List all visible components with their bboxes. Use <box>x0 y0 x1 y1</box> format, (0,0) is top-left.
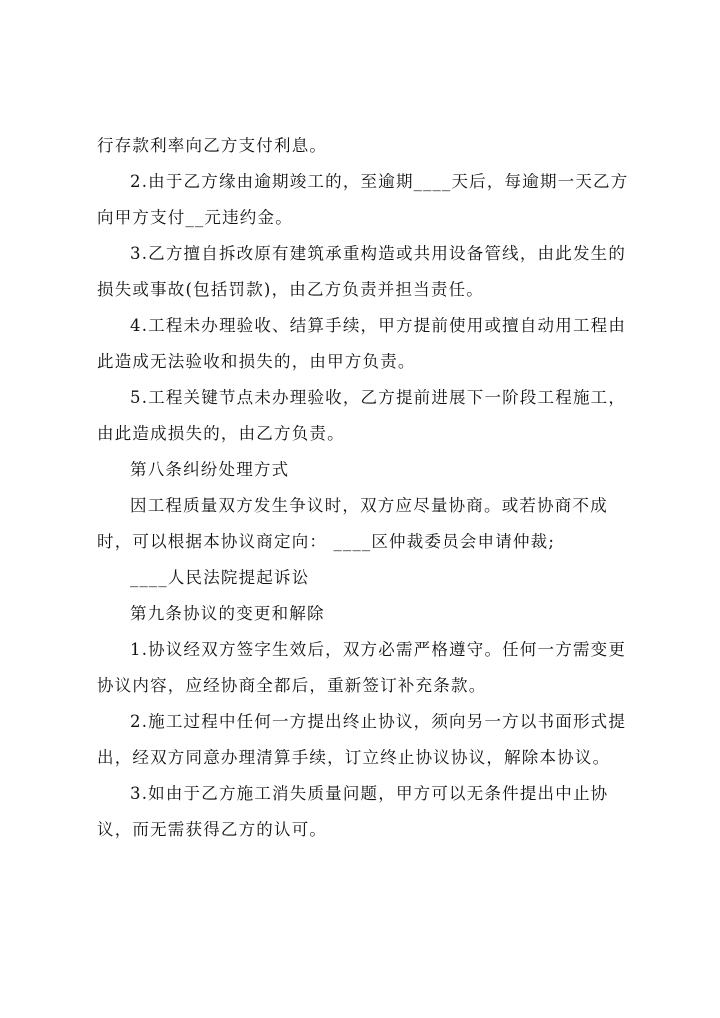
section-heading-article-9: 第九条协议的变更和解除 <box>130 604 325 623</box>
paragraph-clause-3-structure: 3.乙方擅自拆改原有建筑承重构造或共用设备管线，由此发生的损失或事故(包括罚款)，由乙方负责并担当责任。 <box>97 244 627 299</box>
paragraph-clause-2-delay: 2.由于乙方缘由逾期竣工的，至逾期____天后，每逾期一天乙方向甲方支付__元违约金。 <box>97 172 629 227</box>
paragraph-clause-4-acceptance: 4.工程未办理验收、结算手续，甲方提前使用或擅自动用工程由此造成无法验收和损失的，由甲方负责。 <box>97 316 627 371</box>
paragraph-dispute-court: ____人民法院提起诉讼 <box>130 568 310 587</box>
paragraph-clause-2-termination: 2.施工过程中任何一方提出终止协议，须向另一方以书面形式提出，经双方同意办理清算手续，订立终止协议协议，解除本协议。 <box>97 712 627 767</box>
section-heading-article-8: 第八条纠纷处理方式 <box>130 460 290 479</box>
paragraph-interest-continuation: 行存款利率向乙方支付利息。 <box>97 136 328 155</box>
document-body <box>97 128 637 848</box>
paragraph-dispute-arbitration: 因工程质量双方发生争议时，双方应尽量协商。或若协商不成时，可以根据本协议商定向： ____区仲裁委员会申请仲裁; <box>97 496 608 551</box>
paragraph-clause-5-milestone: 5.工程关键节点未办理验收，乙方提前进展下一阶段工程施工，由此造成损失的，由乙方负责。 <box>97 388 627 443</box>
paragraph-clause-1-effect: 1.协议经双方签字生效后，双方必需严格遵守。任何一方需变更协议内容，应经协商全都后，重新签订补充条款。 <box>97 640 627 695</box>
paragraph-clause-3-quality: 3.如由于乙方施工消失质量问题，甲方可以无条件提出中止协议，而无需获得乙方的认可。 <box>97 784 609 839</box>
